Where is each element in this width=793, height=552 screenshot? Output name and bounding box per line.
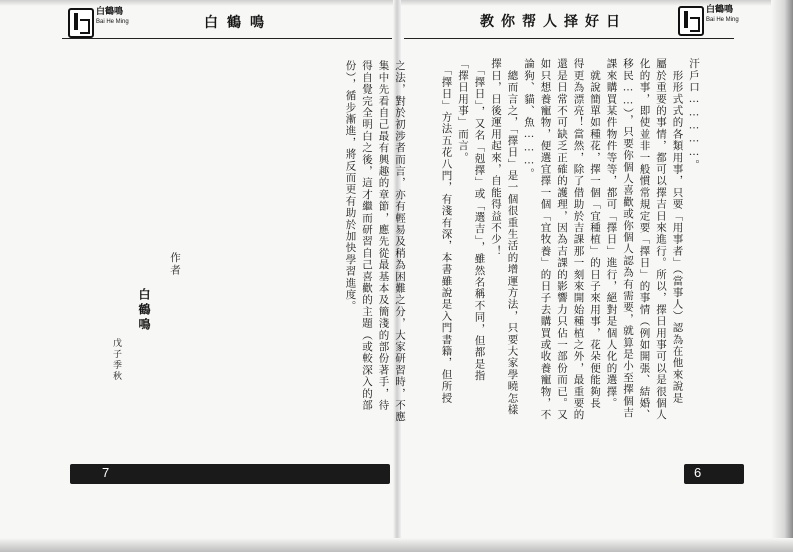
logo-text <box>706 6 739 25</box>
logo-chinese: 白鶴鳴 <box>706 5 734 15</box>
logo-text <box>96 8 129 27</box>
scan-edge <box>771 0 793 552</box>
author-label: 作者 <box>169 252 181 277</box>
running-header: 白鶴鳴 <box>204 15 273 31</box>
header-rule <box>404 38 734 39</box>
running-header: 教你帮人择好日 <box>480 14 627 30</box>
publisher-logo <box>68 8 129 38</box>
right-page <box>402 0 770 552</box>
page-number: 6 <box>694 465 702 480</box>
logo-latin: Bai He Ming <box>96 19 129 25</box>
page-number: 7 <box>102 465 110 480</box>
logo-mark-icon <box>678 6 704 36</box>
body-text: 汗戶口……………。 形形式式的各類用事，只要「用事者」（當事人）認為在他來說是 屬於重要的事情，都可以擇吉日來進行。所以，擇日用事可以是很個人 化的事，即使並非一般慣常規定要「擇日」的事情（例如開張、結婚、 移民……），只要你個人喜歡或你個人認為有需要，就算是小至擇個吉 課來購買某件物件等等，都可「擇日」進行，絕對是個人化的選擇。 就說簡單如種花，擇一個「宜種植」的日子來用事，花朵便能夠長 得更為漂亮！當然，除了借助於吉課那一刻來開始種植之外，最重要的 還是日常不可缺乏正確的護理，因為吉課的影響力只佔一部份而已。又 如只想養寵物，便選宜擇一個「宜牧養」的日子去購買或收養寵物，不 論狗、貓、魚………。 總而言之，「擇日」是一個很重生活的增運方法，只要大家學曉怎樣 擇日，日後運用起來，自能得益不少！ 「擇日」，又名「剋擇」或「選吉」，雖然名稱不同，但都是指 「擇日用事」而言。 「擇日」方法五花八門，有淺有深，本書雖說是入門書籍，但所授 <box>440 58 700 421</box>
publisher-logo <box>678 6 739 36</box>
footer-bar <box>684 464 744 484</box>
footer-bar <box>70 464 390 484</box>
header-rule <box>62 38 392 39</box>
logo-chinese: 白鶴鳴 <box>96 7 124 17</box>
left-page <box>12 0 406 552</box>
body-text: 之法，對於初涉者而言，亦有輕易及稍為困難之分，大家研習時，不應 集中先看自己最有興趣的章節，應先從最基本及簡淺的部份著手，待 得自覺完全明白之後，這才繼而研習自己喜歡的主題（或較深入的部 份），循步漸進，將反而更有助於加快學習進度。 <box>344 60 406 423</box>
signature-date: 戊子季秋 <box>111 338 121 382</box>
author-name: 白鶴鳴 <box>137 288 151 333</box>
logo-latin: Bai He Ming <box>706 17 739 23</box>
logo-mark-icon <box>68 8 94 38</box>
scan-edge <box>0 538 793 552</box>
